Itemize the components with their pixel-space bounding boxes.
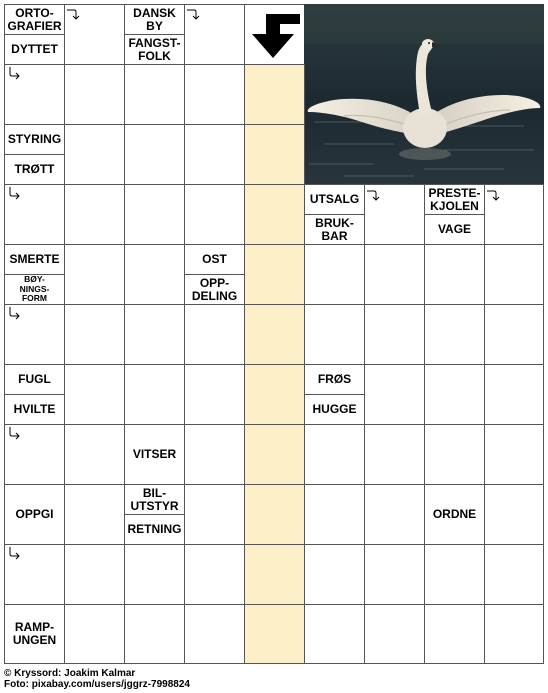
solution-cell[interactable] — [244, 364, 305, 425]
clue-text: STYRING — [7, 132, 62, 146]
clue-boyningsform — [4, 274, 65, 305]
answer-cell[interactable] — [484, 424, 544, 485]
clue-oppdeling — [184, 274, 245, 305]
answer-cell[interactable] — [124, 124, 185, 185]
clue-fugl — [4, 364, 65, 395]
answer-cell[interactable] — [64, 184, 125, 245]
clue-arrow-right-down-icon — [486, 188, 500, 202]
solution-column-arrow-icon — [248, 12, 302, 65]
solution-cell[interactable] — [244, 304, 305, 365]
answer-cell[interactable] — [364, 484, 425, 545]
clue-text: ORTO- GRAFIER — [7, 5, 62, 33]
clue-arrow-right-down-icon — [66, 7, 80, 21]
answer-cell[interactable] — [184, 484, 245, 545]
clue-arrow-right-down-icon — [366, 188, 380, 202]
answer-cell[interactable] — [64, 124, 125, 185]
answer-cell[interactable] — [184, 364, 245, 425]
clue-hugge — [304, 394, 365, 425]
clue-text: FANGST- FOLK — [128, 35, 181, 63]
clue-text: ORDNE — [432, 507, 477, 521]
clue-text: BØY- NINGS- FORM — [19, 274, 50, 304]
answer-cell[interactable] — [364, 544, 425, 605]
photo-credit-text: Foto: pixabay.com/users/jggrz-7998824 — [4, 679, 190, 690]
clue-rampungen — [4, 604, 65, 664]
answer-cell[interactable] — [424, 364, 485, 425]
answer-cell[interactable] — [424, 604, 485, 664]
clue-smerte — [4, 244, 65, 275]
clue-ost — [184, 244, 245, 275]
answer-cell[interactable] — [124, 364, 185, 425]
clue-prestekjolen — [424, 184, 485, 215]
clue-brukbar — [304, 214, 365, 245]
answer-cell[interactable] — [64, 364, 125, 425]
answer-cell[interactable] — [304, 604, 365, 664]
swan-photo — [304, 4, 544, 184]
answer-cell[interactable] — [64, 424, 125, 485]
clue-styring — [4, 124, 65, 155]
clue-text: OPPGI — [15, 507, 54, 521]
clue-text: FRØS — [317, 372, 352, 386]
clue-text: SMERTE — [9, 252, 60, 266]
answer-cell[interactable] — [304, 484, 365, 545]
answer-cell[interactable] — [364, 244, 425, 305]
clue-bilutstyr — [124, 484, 185, 515]
clue-dansk-by — [124, 4, 185, 35]
clue-trott — [4, 154, 65, 185]
clue-fangstfolk — [124, 34, 185, 65]
answer-cell[interactable] — [424, 544, 485, 605]
clue-text: HVILTE — [13, 402, 56, 416]
answer-cell[interactable] — [184, 64, 245, 125]
clue-text: OST — [202, 252, 227, 266]
answer-cell[interactable] — [184, 424, 245, 485]
answer-cell[interactable] — [304, 304, 365, 365]
answer-cell[interactable] — [484, 244, 544, 305]
clue-arrow-down-right-icon — [7, 186, 21, 200]
clue-text: TRØTT — [14, 162, 55, 176]
answer-cell[interactable] — [484, 364, 544, 425]
answer-cell[interactable] — [64, 304, 125, 365]
clue-text: RETNING — [127, 522, 182, 536]
answer-cell[interactable] — [64, 544, 125, 605]
clue-arrow-down-right-icon — [7, 66, 21, 80]
answer-cell[interactable] — [124, 304, 185, 365]
clue-text: VITSER — [132, 447, 177, 461]
clue-text: PRESTE- KJOLEN — [428, 185, 481, 213]
clue-hvilte — [4, 394, 65, 425]
swan-image — [304, 4, 544, 184]
answer-cell[interactable] — [124, 544, 185, 605]
clue-arrow-down-right-icon — [7, 426, 21, 440]
answer-cell[interactable] — [304, 424, 365, 485]
answer-cell[interactable] — [424, 424, 485, 485]
copyright-text: © Kryssord: Joakim Kalmar — [4, 668, 136, 679]
clue-utsalg — [304, 184, 365, 215]
clue-text: VAGE — [437, 222, 472, 236]
clue-text: UTSALG — [309, 192, 360, 206]
clue-fros — [304, 364, 365, 395]
crossword-grid — [4, 4, 544, 664]
answer-cell[interactable] — [484, 604, 544, 664]
clue-text: DYTTET — [11, 42, 58, 56]
clue-text: HUGGE — [312, 402, 357, 416]
clue-text: BIL- UTSTYR — [130, 485, 179, 513]
answer-cell[interactable] — [484, 484, 544, 545]
clue-text: OPP- DELING — [191, 275, 238, 303]
clue-ortografier — [4, 4, 65, 35]
answer-cell[interactable] — [184, 184, 245, 245]
answer-cell[interactable] — [484, 544, 544, 605]
clue-text: RAMP- UNGEN — [12, 620, 57, 647]
answer-cell[interactable] — [364, 364, 425, 425]
solution-cell[interactable] — [244, 424, 305, 485]
answer-cell[interactable] — [304, 244, 365, 305]
clue-arrow-down-right-icon — [7, 306, 21, 320]
answer-cell[interactable] — [64, 244, 125, 305]
solution-cell[interactable] — [244, 64, 305, 125]
solution-cell[interactable] — [244, 124, 305, 185]
clue-vitser — [124, 424, 185, 485]
answer-cell[interactable] — [364, 304, 425, 365]
answer-cell[interactable] — [64, 604, 125, 664]
answer-cell[interactable] — [64, 484, 125, 545]
answer-cell[interactable] — [484, 304, 544, 365]
answer-cell[interactable] — [424, 244, 485, 305]
clue-oppgi — [4, 484, 65, 545]
solution-cell[interactable] — [244, 604, 305, 664]
answer-cell[interactable] — [184, 604, 245, 664]
solution-cell[interactable] — [244, 244, 305, 305]
answer-cell[interactable] — [124, 604, 185, 664]
clue-ordne — [424, 484, 485, 545]
clue-text: DANSK BY — [133, 5, 176, 33]
answer-cell[interactable] — [364, 604, 425, 664]
clue-dyttet — [4, 34, 65, 65]
answer-cell[interactable] — [184, 124, 245, 185]
clue-text: BRUK- BAR — [315, 215, 354, 243]
answer-cell[interactable] — [364, 424, 425, 485]
solution-cell[interactable] — [244, 184, 305, 245]
answer-cell[interactable] — [64, 64, 125, 125]
solution-cell[interactable] — [244, 484, 305, 545]
clue-arrow-right-down-icon — [186, 7, 200, 21]
answer-cell[interactable] — [124, 64, 185, 125]
answer-cell[interactable] — [184, 304, 245, 365]
answer-cell[interactable] — [124, 244, 185, 305]
clue-vage — [424, 214, 485, 245]
clue-retning — [124, 514, 185, 545]
clue-text: FUGL — [18, 372, 51, 386]
clue-arrow-down-right-icon — [7, 546, 21, 560]
answer-cell[interactable] — [304, 544, 365, 605]
answer-cell[interactable] — [124, 184, 185, 245]
solution-cell[interactable] — [244, 544, 305, 605]
answer-cell[interactable] — [184, 544, 245, 605]
answer-cell[interactable] — [424, 304, 485, 365]
